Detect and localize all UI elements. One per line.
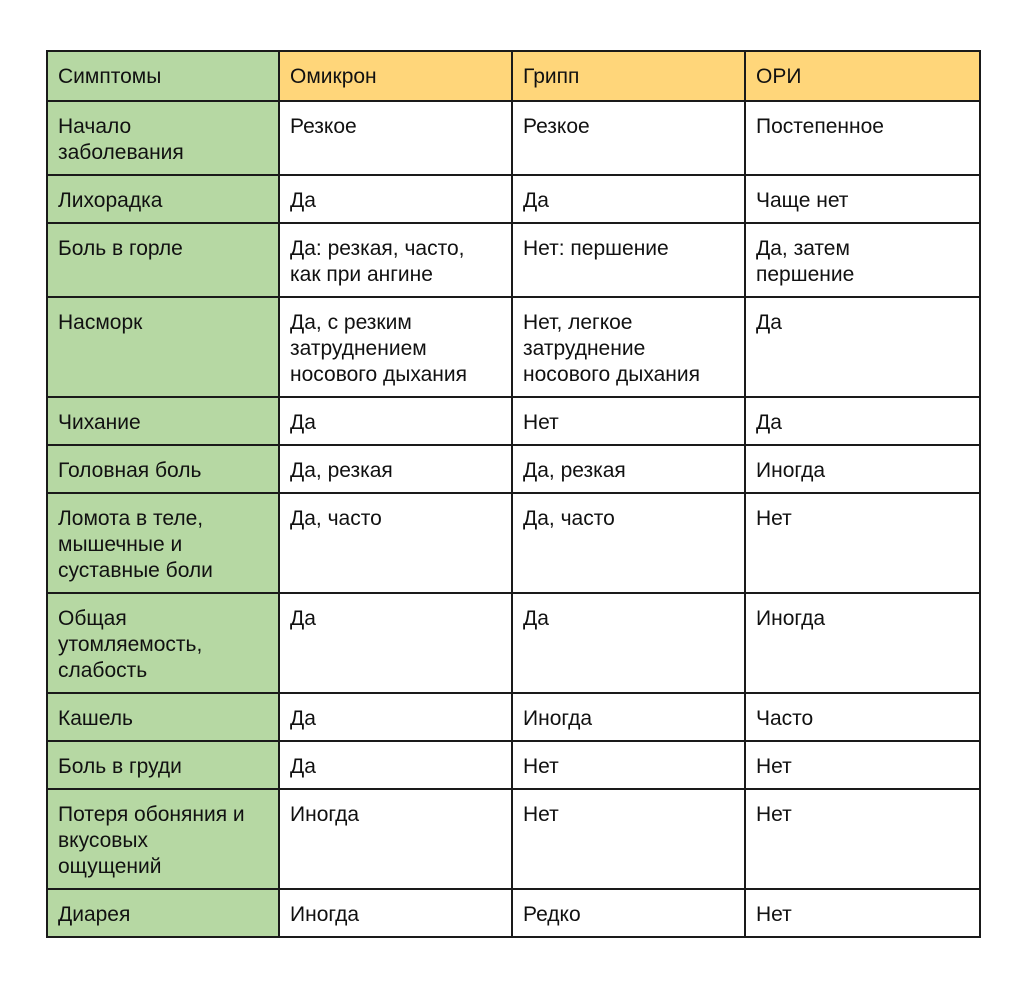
flu-cell: Нет xyxy=(512,397,745,445)
symptom-cell: Диарея xyxy=(47,889,279,937)
omicron-cell: Да xyxy=(279,593,512,693)
symptom-cell: Начало заболевания xyxy=(47,101,279,175)
omicron-cell: Резкое xyxy=(279,101,512,175)
symptom-cell: Головная боль xyxy=(47,445,279,493)
ori-cell: Нет xyxy=(745,789,980,889)
omicron-cell: Да xyxy=(279,741,512,789)
flu-cell: Нет xyxy=(512,789,745,889)
symptom-cell: Насморк xyxy=(47,297,279,397)
comparison-table-container xyxy=(46,50,979,938)
table-header-row xyxy=(47,51,980,101)
omicron-cell: Иногда xyxy=(279,789,512,889)
ori-cell: Нет xyxy=(745,493,980,593)
symptom-comparison-table xyxy=(46,50,981,938)
omicron-cell: Да xyxy=(279,397,512,445)
flu-cell: Резкое xyxy=(512,101,745,175)
ori-cell: Да, затем першение xyxy=(745,223,980,297)
symptom-cell: Потеря обоняния и вкусовых ощущений xyxy=(47,789,279,889)
omicron-cell: Да, с резким затруднением носового дыхания xyxy=(279,297,512,397)
symptom-cell: Кашель xyxy=(47,693,279,741)
flu-cell: Нет xyxy=(512,741,745,789)
omicron-cell: Да xyxy=(279,175,512,223)
flu-cell: Иногда xyxy=(512,693,745,741)
symptom-cell: Боль в груди xyxy=(47,741,279,789)
table-row xyxy=(47,101,980,175)
table-row xyxy=(47,223,980,297)
symptom-cell: Общая утомляемость, слабость xyxy=(47,593,279,693)
ori-cell: Нет xyxy=(745,741,980,789)
ori-cell: Чаще нет xyxy=(745,175,980,223)
omicron-cell: Иногда xyxy=(279,889,512,937)
header-cell-symptoms: Симптомы xyxy=(47,51,279,101)
symptom-cell: Боль в горле xyxy=(47,223,279,297)
flu-cell: Нет, легкое затруднение носового дыхания xyxy=(512,297,745,397)
flu-cell: Да xyxy=(512,593,745,693)
table-row xyxy=(47,175,980,223)
symptom-cell: Ломота в теле, мышечные и суставные боли xyxy=(47,493,279,593)
ori-cell: Да xyxy=(745,397,980,445)
omicron-cell: Да, часто xyxy=(279,493,512,593)
ori-cell: Иногда xyxy=(745,593,980,693)
flu-cell: Нет: першение xyxy=(512,223,745,297)
table-row xyxy=(47,741,980,789)
table-row xyxy=(47,593,980,693)
table-row xyxy=(47,889,980,937)
table-row xyxy=(47,493,980,593)
ori-cell: Постепенное xyxy=(745,101,980,175)
table-row xyxy=(47,789,980,889)
omicron-cell: Да, резкая xyxy=(279,445,512,493)
table-row xyxy=(47,445,980,493)
symptom-cell: Лихорадка xyxy=(47,175,279,223)
header-cell-flu: Грипп xyxy=(512,51,745,101)
flu-cell: Да xyxy=(512,175,745,223)
flu-cell: Да, резкая xyxy=(512,445,745,493)
flu-cell: Редко xyxy=(512,889,745,937)
table-row xyxy=(47,693,980,741)
omicron-cell: Да: резкая, часто, как при ангине xyxy=(279,223,512,297)
symptom-cell: Чихание xyxy=(47,397,279,445)
table-body xyxy=(47,101,980,937)
omicron-cell: Да xyxy=(279,693,512,741)
table-row xyxy=(47,297,980,397)
ori-cell: Часто xyxy=(745,693,980,741)
ori-cell: Нет xyxy=(745,889,980,937)
ori-cell: Иногда xyxy=(745,445,980,493)
flu-cell: Да, часто xyxy=(512,493,745,593)
header-cell-ori: ОРИ xyxy=(745,51,980,101)
ori-cell: Да xyxy=(745,297,980,397)
table-row xyxy=(47,397,980,445)
header-cell-omicron: Омикрон xyxy=(279,51,512,101)
